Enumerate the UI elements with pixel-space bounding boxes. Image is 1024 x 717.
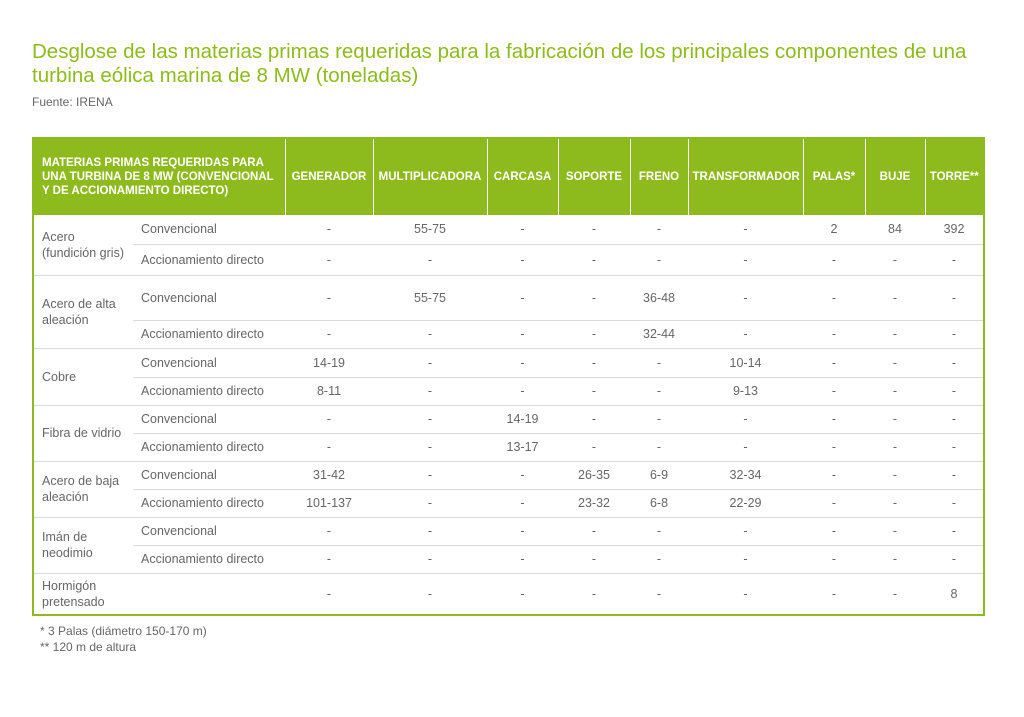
value-cell: - [373,348,487,377]
value-cell: - [373,545,487,573]
value-cell: - [688,244,803,275]
value-cell: 2 [830,222,838,237]
value-cell: - [803,348,865,377]
corner-header: MATERIAS PRIMAS REQUERIDAS PARA UNA TURBINA DE 8 MW (CONVENCIONAL Y DE ACCIONAMIENTO DIRECTO) [33,138,285,215]
value-cell: - [865,489,925,517]
footnote-palas: * 3 Palas (diámetro 150-170 m) [40,624,207,638]
value-cell: 10-14 [688,348,803,377]
value-cell: - [688,275,803,320]
material-cell: Acero de alta aleación [33,275,133,348]
table-row [33,215,984,244]
variant-cell: Accionamiento directo [133,433,285,461]
column-header: CARCASA [487,138,558,215]
value-cell: - [558,433,630,461]
value-cell: 13-17 [487,433,558,461]
variant-cell: Accionamiento directo [133,320,285,348]
value-cell: - [803,489,865,517]
variant-cell: Convencional [133,405,285,433]
column-header: SOPORTE [558,138,630,215]
table-row [33,244,984,275]
column-header: PALAS* [803,138,865,215]
column-header: GENERADOR [285,138,373,215]
variant-cell [133,573,285,615]
value-cell: - [803,545,865,573]
value-cell: - [487,461,558,489]
value-cell: - [803,377,865,405]
materials-table [32,137,985,616]
value-cell: - [487,348,558,377]
value-cell: 22-29 [688,489,803,517]
value-cell: - [373,573,487,615]
value-cell: - [865,461,925,489]
value-cell: - [558,517,630,545]
value-cell: - [925,489,984,517]
value-cell: 84 [888,222,902,237]
value-cell: 32-44 [630,320,688,348]
table-row [33,489,984,517]
value-cell: - [487,377,558,405]
value-cell: - [630,405,688,433]
material-cell: Hormigón pretensado [33,573,133,615]
value-cell: - [803,275,865,320]
value-cell: - [803,461,865,489]
value-cell: - [630,573,688,615]
table-body [33,215,984,615]
value-cell: - [285,433,373,461]
value-cell: - [285,545,373,573]
variant-cell: Accionamiento directo [133,545,285,573]
value-cell: - [630,244,688,275]
table-row [33,461,984,489]
value-cell: - [373,405,487,433]
value-cell: - [803,244,865,275]
column-header: BUJE [865,138,925,215]
value-cell: - [743,222,748,237]
value-cell: - [925,545,984,573]
value-cell: 8 [925,573,984,615]
variant-cell: Convencional [133,461,285,489]
value-cell: - [803,433,865,461]
value-cell: 32-34 [688,461,803,489]
value-cell: - [925,244,984,275]
value-cell: - [373,517,487,545]
value-cell: - [865,545,925,573]
value-cell: - [487,545,558,573]
value-cell: - [373,433,487,461]
variant-cell: Convencional [133,275,285,320]
value-cell: - [803,320,865,348]
table-row [33,545,984,573]
value-cell: 392 [943,222,965,237]
value-cell: - [285,244,373,275]
value-cell: - [925,433,984,461]
value-cell: - [558,348,630,377]
value-cell: - [865,320,925,348]
value-cell: 23-32 [558,489,630,517]
variant-cell: Convencional [133,517,285,545]
variant-cell: Convencional [133,348,285,377]
value-cell: - [558,275,630,320]
value-cell: 8-11 [285,377,373,405]
value-cell: - [688,320,803,348]
value-cell: - [865,405,925,433]
table-row [33,573,984,615]
header-row [33,138,984,215]
value-cell: - [803,517,865,545]
column-header: MULTIPLICADORA [373,138,487,215]
value-cell: - [285,517,373,545]
column-header: TRANSFORMADOR [688,138,803,215]
value-cell: - [803,405,865,433]
variant-cell: Accionamiento directo [133,377,285,405]
value-cell: 9-13 [688,377,803,405]
value-cell: - [285,405,373,433]
value-cell: - [373,244,487,275]
value-cell: - [865,377,925,405]
value-cell: - [688,545,803,573]
table-row [33,517,984,545]
footnote-torre: ** 120 m de altura [40,640,137,654]
value-cell: - [925,405,984,433]
source-note: Fuente: IRENA [32,95,113,109]
value-cell: 55-75 [414,222,446,237]
value-cell: - [803,573,865,615]
value-cell: 26-35 [558,461,630,489]
value-cell: - [487,244,558,275]
table-row [33,405,984,433]
value-cell: - [285,320,373,348]
value-cell: - [591,222,597,237]
value-cell: - [925,461,984,489]
value-cell: - [688,405,803,433]
value-cell: - [630,433,688,461]
value-cell: - [865,573,925,615]
value-cell: - [688,433,803,461]
table-row [33,275,984,320]
table-row [33,320,984,348]
value-cell: 101-137 [285,489,373,517]
value-cell: - [487,517,558,545]
value-cell: - [925,377,984,405]
value-cell: - [865,433,925,461]
value-cell: - [487,573,558,615]
value-cell: 14-19 [487,405,558,433]
table-row [33,348,984,377]
footnotes [40,623,207,655]
value-cell: - [630,377,688,405]
value-cell: - [865,348,925,377]
value-cell: 14-19 [285,348,373,377]
value-cell: - [688,573,803,615]
material-cell: Fibra de vidrio [33,405,133,461]
value-cell: - [487,489,558,517]
value-cell: - [487,275,558,320]
value-cell: - [656,222,662,237]
value-cell: 6-8 [630,489,688,517]
value-cell: - [925,320,984,348]
value-cell: 31-42 [285,461,373,489]
value-cell: - [373,377,487,405]
value-cell: - [925,275,984,320]
value-cell: - [558,244,630,275]
value-cell: - [865,244,925,275]
variant-cell: Accionamiento directo [133,489,285,517]
value-cell: - [925,517,984,545]
value-cell: - [373,489,487,517]
value-cell: - [558,377,630,405]
value-cell: - [630,348,688,377]
value-cell: - [688,517,803,545]
value-cell: - [630,545,688,573]
value-cell: - [326,222,332,237]
value-cell: - [520,222,525,237]
value-cell: - [558,405,630,433]
table-row [33,377,984,405]
page-title: Desglose de las materias primas requeridas para la fabricación de los principales componentes de una turbina eólica marina de 8 MW (toneladas) [32,40,967,87]
value-cell: - [285,573,373,615]
value-cell: 36-48 [630,275,688,320]
value-cell: - [373,461,487,489]
value-cell: - [558,320,630,348]
value-cell: - [925,348,984,377]
value-cell: - [558,573,630,615]
value-cell: - [558,545,630,573]
material-cell: Acero de baja aleación [33,461,133,517]
column-header: TORRE** [925,138,984,215]
value-cell: - [285,275,373,320]
variant-cell: Convencional [141,222,217,237]
column-header: FRENO [630,138,688,215]
value-cell: - [865,517,925,545]
material-cell: Acero (fundición gris) [42,229,124,260]
table-row [33,433,984,461]
material-cell: Imán de neodimio [33,517,133,573]
material-cell: Cobre [33,348,133,405]
value-cell: 55-75 [373,275,487,320]
value-cell: - [373,320,487,348]
value-cell: - [865,275,925,320]
value-cell: - [487,320,558,348]
variant-cell: Accionamiento directo [133,244,285,275]
value-cell: 6-9 [630,461,688,489]
value-cell: - [630,517,688,545]
